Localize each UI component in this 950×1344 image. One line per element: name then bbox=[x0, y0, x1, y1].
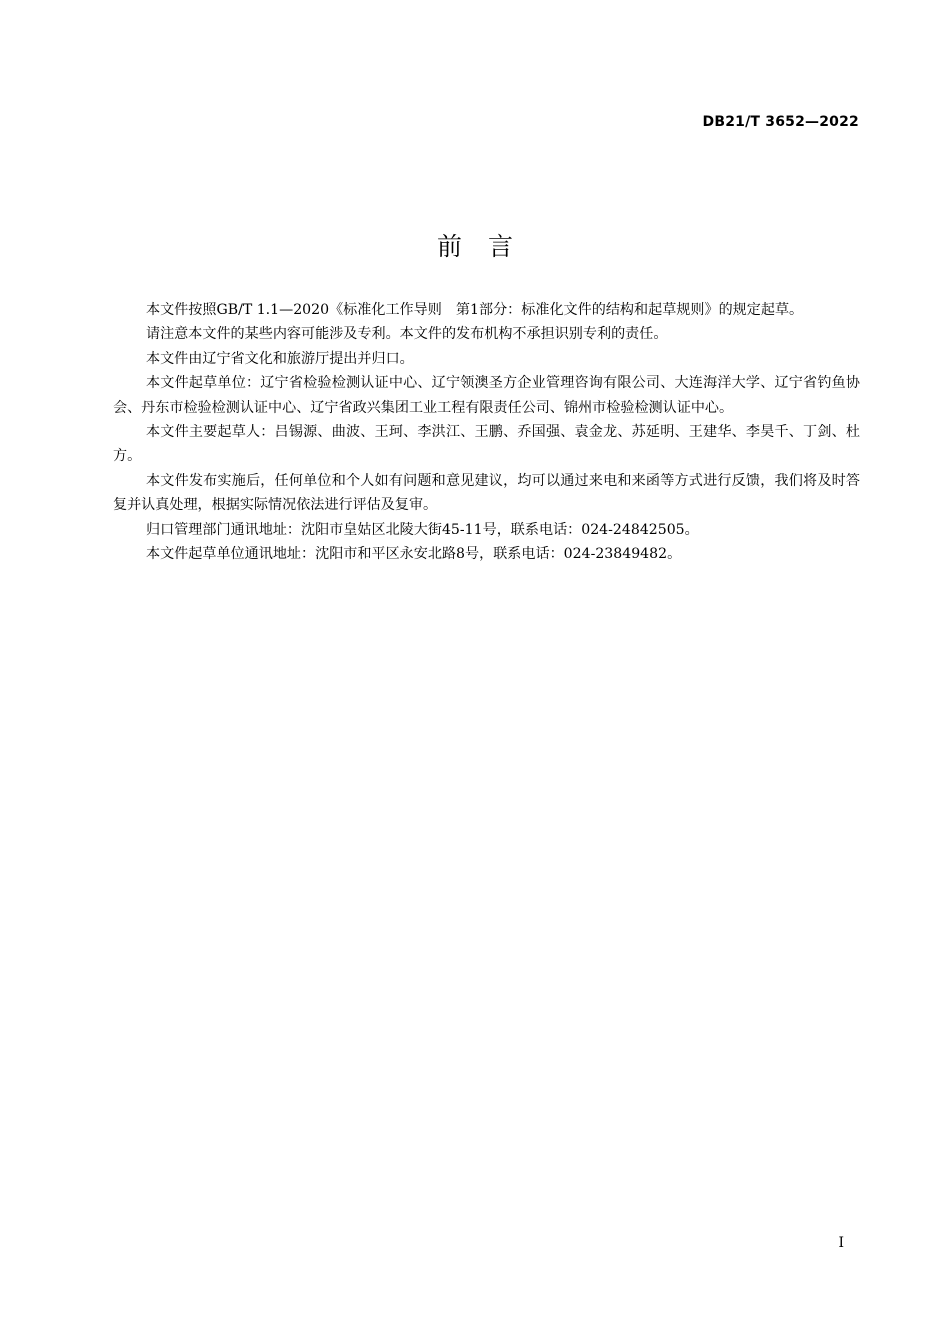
paragraph-drafter-address: 本文件起草单位通讯地址：沈阳市和平区永安北路8号，联系电话：024-23849482。 bbox=[146, 546, 682, 563]
paragraph-drafting-rules: 本文件按照GB/T 1.1—2020《标准化工作导则 第1部分：标准化文件的结构和起草规则》的规定起草。 bbox=[146, 302, 804, 318]
foreword-body bbox=[113, 298, 860, 566]
paragraph-patent-notice: 请注意本文件的某些内容可能涉及专利。本文件的发布机构不承担识别专利的责任。 bbox=[146, 326, 668, 343]
paragraph-drafters: 本文件主要起草人：吕锡源、曲波、王珂、李洪江、王鹏、乔国强、袁金龙、苏延明、王建华、李昊千、丁剑、杜方。 bbox=[113, 424, 860, 465]
document-code: DB21/T 3652—2022 bbox=[702, 114, 859, 130]
page-title: 前言 bbox=[436, 231, 539, 261]
paragraph-drafting-units: 本文件起草单位：辽宁省检验检测认证中心、辽宁领澳圣方企业管理咨询有限公司、大连海洋大学、辽宁省钓鱼协会、丹东市检验检测认证中心、辽宁省政兴集团工业工程有限责任公司、锦州市检验检测认证中心。 bbox=[113, 375, 860, 416]
page-number: I bbox=[838, 1235, 844, 1251]
paragraph-admin-address: 归口管理部门通讯地址：沈阳市皇姑区北陵大街45-11号，联系电话：024-24842505。 bbox=[146, 521, 699, 538]
paragraph-feedback: 本文件发布实施后，任何单位和个人如有问题和意见建议，均可以通过来电和来函等方式进行反馈，我们将及时答复并认真处理，根据实际情况依法进行评估及复审。 bbox=[113, 472, 860, 514]
paragraph-proposer: 本文件由辽宁省文化和旅游厅提出并归口。 bbox=[146, 350, 414, 367]
